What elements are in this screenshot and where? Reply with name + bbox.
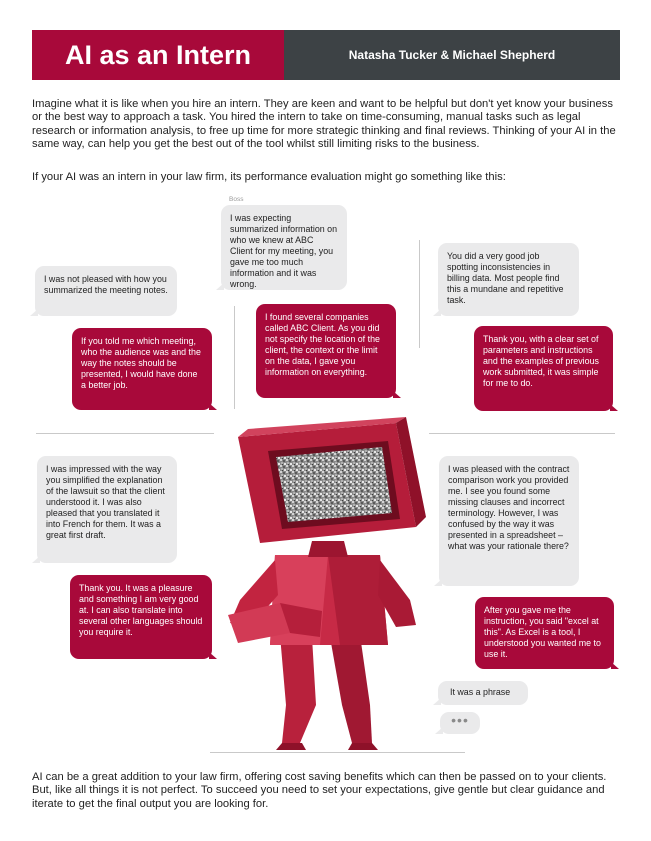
tv-head-figure-illustration xyxy=(220,405,440,750)
bubble-tail xyxy=(32,556,40,563)
intro-paragraph: Imagine what it is like when you hire an intern. They are keen and want to be helpful but don't yet know your business or the best way to approach a task. You hired the intern to take on time-consuming, manual tasks such as legal research or information analysis, to free up time for more strategic thinking and final reviews. Thinking of your AI in the same way, can help you get the best out of the tool whilst still limiting risks to the business. xyxy=(32,98,616,151)
typing-indicator-bubble xyxy=(440,712,480,734)
divider-vertical-center xyxy=(234,306,235,409)
divider-horizontal-bottom xyxy=(210,752,465,753)
boss-message: I was impressed with the way you simplified the explanation of the lawsuit so that the client understood it. I was also pleased that you translated it into French for them. It was a great first draft. xyxy=(46,464,165,540)
boss-bubble-abc-client xyxy=(221,205,347,290)
bubble-tail xyxy=(209,652,217,659)
authors-banner: Natasha Tucker & Michael Shepherd xyxy=(284,30,620,80)
ai-bubble-lawsuit xyxy=(70,575,212,659)
bubble-tail xyxy=(610,404,618,411)
ai-message: Thank you, with a clear set of parameters and instructions and the examples of previous work submitted, it was simple for me to do. xyxy=(483,334,599,388)
boss-bubble-phrase xyxy=(438,681,528,705)
ai-message: After you gave me the instruction, you said "excel at this". As Excel is a tool, I understood you wanted me to use it. xyxy=(484,605,601,659)
boss-bubble-lawsuit xyxy=(37,456,177,563)
boss-message: You did a very good job spotting inconsistencies in billing data. Most people find this a mundane and repetitive task. xyxy=(447,251,564,305)
bubble-tail xyxy=(209,403,217,410)
ai-message: If you told me which meeting, who the audience was and the way the notes should be presented, I would have done a better job. xyxy=(81,336,201,390)
ai-bubble-meeting-notes xyxy=(72,328,212,410)
boss-message: It was a phrase xyxy=(450,687,511,697)
divider-vertical-right xyxy=(419,240,420,348)
ai-bubble-billing-data xyxy=(474,326,613,411)
boss-message: I was pleased with the contract comparison work you provided me. I see you found some missing clauses and incorrect terminology. However, I was confused by the way it was presented in a spreadsheet – what was your rationale there? xyxy=(448,464,570,551)
boss-bubble-contract-comparison xyxy=(439,456,579,586)
lead-paragraph: If your AI was an intern in your law firm, its performance evaluation might go something like this: xyxy=(32,171,506,183)
boss-bubble-meeting-notes xyxy=(35,266,177,316)
bubble-tail xyxy=(30,309,38,316)
outro-paragraph: AI can be a great addition to your law firm, offering cost saving benefits which can then be passed on to your clients. But, like all things it is not perfect. To succeed you need to set your expectations, give gentle but clear guidance and iterate to get the final output you are looking for. xyxy=(32,771,607,810)
bubble-tail xyxy=(393,391,401,398)
bubble-tail xyxy=(433,309,441,316)
title-banner xyxy=(32,30,284,80)
bubble-tail xyxy=(216,283,224,290)
ai-bubble-abc-client xyxy=(256,304,396,398)
ai-message: I found several companies called ABC Client. As you did not specify the location of the client, the context or the limit on the data, I gave you information on everything. xyxy=(265,312,380,377)
page-title: AI as an Intern xyxy=(64,39,252,70)
bubble-tail xyxy=(434,579,442,586)
bubble-tail xyxy=(435,727,443,734)
divider-horizontal-right xyxy=(429,433,615,434)
boss-bubble-billing-data xyxy=(438,243,579,316)
boss-message: I was expecting summarized information on who we knew at ABC Client for my meeting, you gave me too much information and it was wrong. xyxy=(230,213,338,289)
typing-dots-icon: ••• xyxy=(451,712,469,728)
bubble-tail xyxy=(433,698,441,705)
bubble-tail xyxy=(611,662,619,669)
ai-bubble-contract-comparison xyxy=(475,597,614,669)
boss-message: I was not pleased with how you summarized the meeting notes. xyxy=(44,274,168,295)
ai-message: Thank you. It was a pleasure and something I am very good at. I can also translate into several other languages should you require it. xyxy=(79,583,203,637)
boss-label: Boss xyxy=(229,196,244,203)
divider-horizontal-left xyxy=(36,433,214,434)
